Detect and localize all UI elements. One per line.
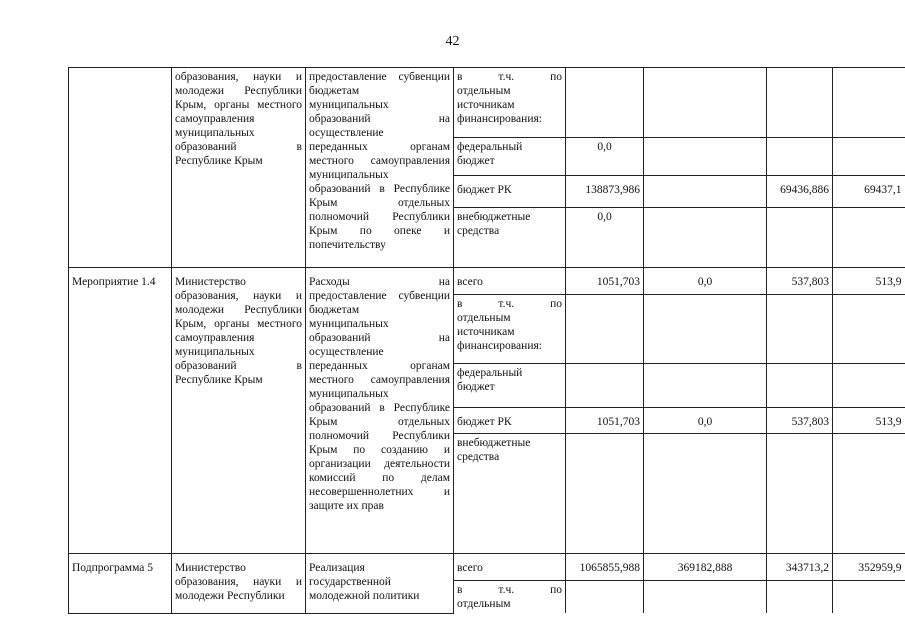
text-line: бюджет РК (457, 184, 512, 196)
text-line: внебюджетные (457, 437, 531, 449)
source-cell (454, 554, 566, 581)
text-line: отдельным (457, 85, 511, 97)
source-cell (454, 295, 566, 364)
value-cell: 513,9 (833, 268, 905, 295)
text-line: финансирования: (457, 340, 542, 352)
text-line: в т.ч. по (457, 71, 562, 83)
text-line: федеральный (457, 141, 523, 153)
value-cell: 0,0 (644, 268, 767, 295)
text-line: бюджет РК (457, 416, 512, 428)
text-line: отдельным (457, 312, 511, 324)
text-line: Реализация (309, 562, 365, 574)
text-line: бюджет (457, 381, 495, 393)
text-line: Крым по созданию и (309, 444, 450, 456)
table-row (69, 68, 905, 138)
text-line: образования, науки и (175, 576, 302, 588)
value-cell (767, 208, 833, 268)
text-line: Крым отдельных (309, 197, 450, 209)
text-line: отдельным (457, 598, 511, 610)
value-cell: 69436,886 (767, 176, 833, 208)
value-cell (566, 364, 644, 408)
source-cell (454, 68, 566, 138)
value-cell: 1065855,988 (566, 554, 644, 581)
text-line: предоставление субвенции (309, 71, 450, 83)
text-line: муниципальных (175, 127, 255, 139)
value-cell: 69437,1 (833, 176, 905, 208)
text-line: организации деятельности (309, 458, 450, 470)
text-line: государственной (309, 576, 391, 588)
value-cell (833, 208, 905, 268)
text-line: федеральный (457, 367, 523, 379)
text-line: Республике Крым (175, 155, 263, 167)
text-line: Министерство (175, 562, 246, 574)
text-line: местного самоуправления (309, 374, 450, 386)
text-line: самоуправления (175, 332, 255, 344)
text-line: Крым отдельных (309, 416, 450, 428)
value-cell (767, 434, 833, 554)
row-label (69, 68, 172, 268)
source-cell (454, 434, 566, 554)
value-cell (644, 138, 767, 176)
text-line: средства (457, 225, 500, 237)
text-line: бюджетам (309, 304, 360, 316)
text-line: образований на (309, 332, 450, 344)
value-cell (644, 295, 767, 364)
text-line: всего (457, 276, 483, 288)
text-line: Крым, органы местного (175, 99, 302, 111)
value-cell (644, 68, 767, 138)
value-cell (644, 176, 767, 208)
text-line: Расходы на (309, 276, 450, 288)
text-line: финансирования: (457, 113, 542, 125)
value-cell: 0,0 (566, 138, 644, 176)
table-row (69, 554, 905, 581)
value-cell (767, 68, 833, 138)
value-cell: 369182,888 (644, 554, 767, 581)
text-line: осуществление (309, 346, 384, 358)
text-line: образований в Республике (309, 402, 450, 414)
text-line: бюджет (457, 155, 495, 167)
table-row (69, 268, 905, 295)
value-cell: 0,0 (566, 208, 644, 268)
value-cell (833, 68, 905, 138)
source-cell (454, 268, 566, 295)
text-line: переданных органам (309, 141, 450, 153)
executor-cell (172, 268, 306, 554)
value-cell: 537,803 (767, 408, 833, 434)
text-line: самоуправления (175, 113, 255, 125)
budget-table (68, 67, 905, 614)
text-line: несовершеннолетних и (309, 486, 450, 498)
source-cell (454, 581, 566, 614)
text-line: осуществление (309, 127, 384, 139)
text-line: в т.ч. по (457, 298, 562, 310)
text-line: муниципальных (309, 169, 389, 181)
text-line: молодежи Республики (175, 304, 302, 316)
text-line: Крым, органы местного (175, 318, 302, 330)
value-cell (833, 295, 905, 364)
value-cell (833, 581, 905, 614)
value-cell (566, 581, 644, 614)
text-line: молодежной политики (309, 590, 420, 602)
description-cell (306, 554, 454, 614)
row-label: Подпрограмма 5 (69, 554, 172, 614)
value-cell (566, 434, 644, 554)
text-line: источникам (457, 99, 515, 111)
value-cell (644, 364, 767, 408)
text-line: образования, науки и (175, 290, 302, 302)
value-cell (767, 138, 833, 176)
value-cell (644, 581, 767, 614)
text-line: образований в Республике (309, 183, 450, 195)
text-line: источникам (457, 326, 515, 338)
text-line: образования, науки и (175, 71, 302, 83)
text-line: полномочий Республики (309, 211, 450, 223)
text-line: средства (457, 451, 500, 463)
value-cell: 0,0 (644, 408, 767, 434)
value-cell (767, 581, 833, 614)
page-number: 42 (445, 34, 460, 49)
value-cell (833, 138, 905, 176)
value-cell (566, 68, 644, 138)
text-line: образований в (175, 360, 302, 372)
executor-cell (172, 68, 306, 268)
description-cell (306, 268, 454, 554)
text-line: Министерство (175, 276, 246, 288)
value-cell (767, 295, 833, 364)
row-label: Мероприятие 1.4 (69, 268, 172, 554)
value-cell: 138873,986 (566, 176, 644, 208)
text-line: образований на (309, 113, 450, 125)
text-line: муниципальных (175, 346, 255, 358)
text-line: муниципальных (309, 318, 389, 330)
source-cell (454, 408, 566, 434)
value-cell: 537,803 (767, 268, 833, 295)
text-line: бюджетам (309, 85, 360, 97)
text-line: полномочий Республики (309, 430, 450, 442)
value-cell: 513,9 (833, 408, 905, 434)
text-line: Республике Крым (175, 374, 263, 386)
text-line: местного самоуправления (309, 155, 450, 167)
value-cell (833, 364, 905, 408)
text-line: защите их прав (309, 500, 384, 512)
text-line: Крым по опеке и (309, 225, 450, 237)
value-cell: 1051,703 (566, 408, 644, 434)
source-cell (454, 208, 566, 268)
text-line: образований в (175, 141, 302, 153)
text-line: предоставление субвенции (309, 290, 450, 302)
text-line: переданных органам (309, 360, 450, 372)
value-cell (566, 295, 644, 364)
text-line: комиссий по делам (309, 472, 450, 484)
text-line: муниципальных (309, 388, 389, 400)
text-line: всего (457, 562, 483, 574)
text-line: молодежи Республики (175, 590, 285, 602)
value-cell (644, 434, 767, 554)
text-line: попечительству (309, 239, 386, 251)
value-cell (644, 208, 767, 268)
source-cell (454, 364, 566, 408)
value-cell (767, 364, 833, 408)
text-line: в т.ч. по (457, 584, 562, 596)
source-cell (454, 138, 566, 176)
value-cell: 352959,9 (833, 554, 905, 581)
description-cell (306, 68, 454, 268)
value-cell (833, 434, 905, 554)
source-cell (454, 176, 566, 208)
executor-cell (172, 554, 306, 614)
text-line: муниципальных (309, 99, 389, 111)
value-cell: 343713,2 (767, 554, 833, 581)
text-line: молодежи Республики (175, 85, 302, 97)
text-line: внебюджетные (457, 211, 531, 223)
value-cell: 1051,703 (566, 268, 644, 295)
